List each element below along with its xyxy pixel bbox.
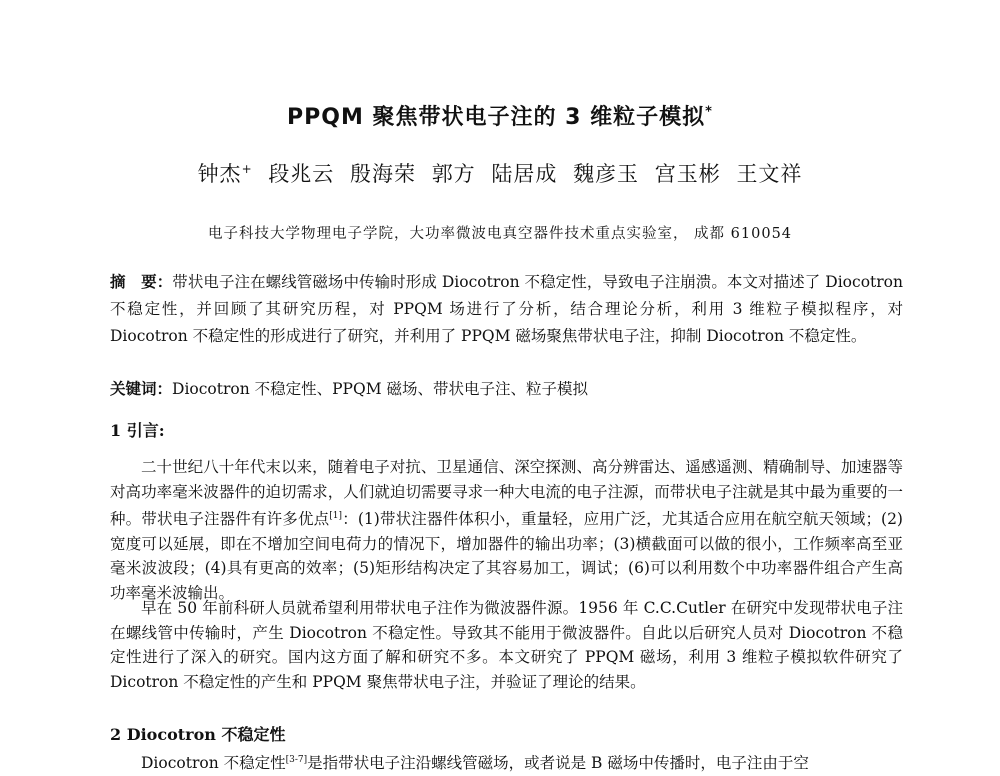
author-name: 魏彦玉: [573, 162, 640, 186]
abstract: [110, 268, 903, 350]
author-name: 殷海荣: [350, 162, 416, 186]
keywords-label: 关键词：: [110, 379, 173, 398]
abstract-label: 摘 要：: [110, 272, 173, 291]
abstract-text: 带状电子注在螺线管磁场中传输时形成 Diocotron 不稳定性，导致电子注崩溃。本文对描述了 Diocotron 不稳定性，并回顾了其研究历程，对 PPQM 场进行了分析，结合理论分析，利用 3 维粒子模拟程序，对 Diocotron 不稳定性的形成进行了研究，并利用了 PPQM 磁场聚焦带状电子注，抑制 Diocotron 不稳定性。: [110, 273, 903, 345]
author-name: 宫玉彬: [654, 162, 721, 186]
body-paragraph: 早在 50 年前科研人员就希望利用带状电子注作为微波器件源。1956 年 C.C.Cutler 在研究中发现带状电子注在螺线管中传输时，产生 Diocotron 不稳定性。导致其不能用于微波器件。自此以后研究人员对 Diocotron 不稳定性进行了深入的研究。国内这方面了解和研究不多。本文研究了 PPQM 磁场，利用 3 维粒子模拟软件研究了 Dicotron 不稳定性的产生和 PPQM 聚焦带状电子注，并验证了理论的结果。: [110, 599, 903, 691]
keywords-text: Diocotron 不稳定性、PPQM 磁场、带状电子注、粒子模拟: [172, 380, 588, 398]
author-name: 郭方: [431, 162, 476, 186]
affiliation: 电子科技大学物理电子学院，大功率微波电真空器件技术重点实验室， 成都 610054: [207, 226, 793, 242]
keywords: [110, 376, 903, 402]
citation-ref[interactable]: [1]: [329, 511, 343, 521]
paper-title: PPQM 聚焦带状电子注的 3 维粒子模拟*: [287, 104, 713, 130]
author-name: 陆居成: [491, 162, 558, 186]
corresponding-mark: +: [241, 162, 253, 176]
body-paragraph: Diocotron 不稳定性[3-7]是指带状电子注沿螺线管磁场，或者说是 B 磁场中传播时，电子注由于空: [141, 754, 809, 773]
author-name: 段兆云: [268, 162, 335, 186]
title-footnote-mark: *: [705, 104, 713, 120]
author-name: 钟杰+: [197, 162, 253, 186]
body-paragraph: 二十世纪八十年代末以来，随着电子对抗、卫星通信、深空探测、高分辨雷达、遥感遥测、精确制导、加速器等对高功率毫米波器件的迫切需求，人们就迫切需要寻求一种大电流的电子注源，而带状电子注就是其中最为重要的一种。带状电子注器件有许多优点[1]：(1)带状注器件体积小，重量轻，应用广泛，尤其适合应用在航空航天领域；(2)宽度可以延展，即在不增加空间电荷力的情况下，增加器件的输出功率；(3)横截面可以做的很小，工作频率高至亚毫米波波段；(4)具有更高的效率；(5)矩形结构决定了其容易加工，调试；(6)可以利用数个中功率器件组合产生高功率毫米波输出。: [110, 458, 903, 602]
section-heading-introduction: 1 引言:: [110, 421, 165, 440]
author-name: 王文祥: [736, 162, 803, 186]
section-heading-diocotron: 2 Diocotron 不稳定性: [110, 725, 286, 744]
author-list: [0, 158, 1000, 188]
citation-ref[interactable]: [3-7]: [285, 755, 308, 765]
